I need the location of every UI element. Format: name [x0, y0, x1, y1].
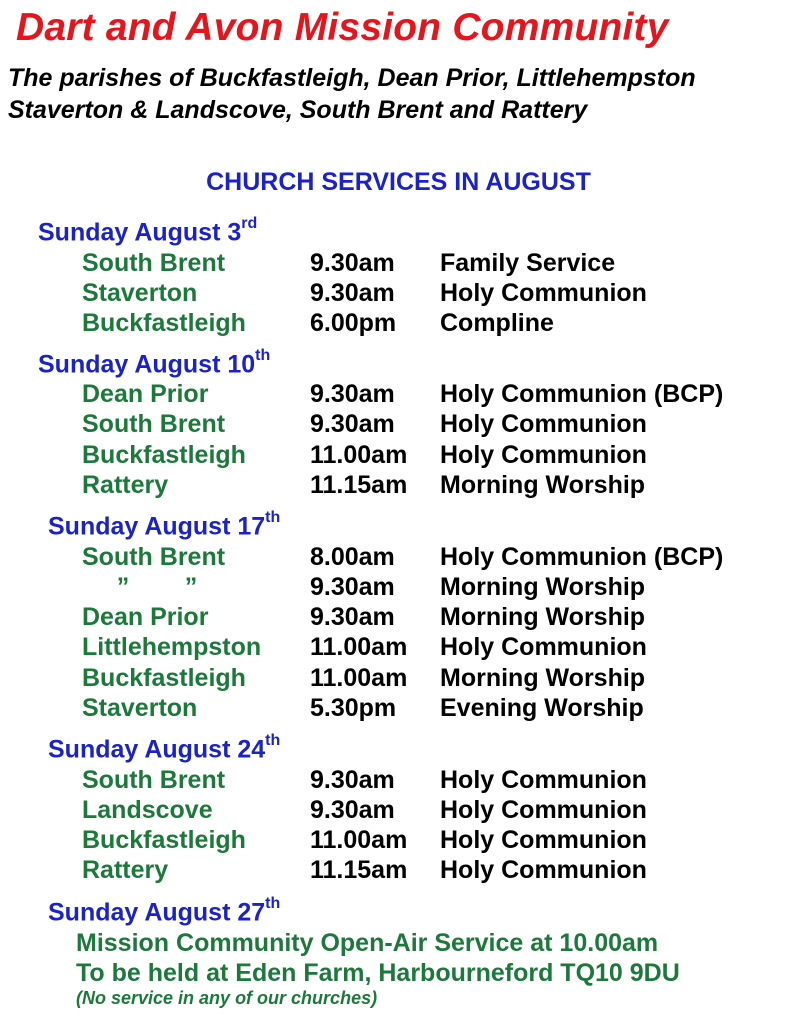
service-place: South Brent	[82, 766, 226, 794]
service-time: 11.15am	[310, 856, 408, 884]
service-place: Buckfastleigh	[82, 441, 246, 469]
service-place-ditto: ” ”	[82, 573, 198, 601]
day-heading-label: Sunday August 27	[48, 898, 266, 927]
service-time: 5.30pm	[310, 694, 397, 722]
service-time: 9.30am	[310, 573, 395, 601]
service-place: Rattery	[82, 856, 169, 884]
service-place: Rattery	[82, 471, 169, 499]
service-time: 6.00pm	[310, 309, 397, 337]
service-row	[0, 694, 797, 724]
service-type: Evening Worship	[440, 694, 644, 722]
day-heading-suffix: th	[265, 509, 281, 526]
service-time: 9.30am	[310, 796, 395, 824]
service-place: Buckfastleigh	[82, 826, 246, 854]
service-row	[0, 603, 797, 633]
open-air-service-note: Mission Community Open-Air Service at 10.00am	[76, 929, 659, 957]
location-note: To be held at Eden Farm, Harbourneford TQ10 9DU	[76, 959, 680, 987]
service-type: Holy Communion	[440, 410, 647, 438]
service-type: Holy Communion	[440, 796, 647, 824]
no-service-note: (No service in any of our churches)	[76, 988, 378, 1008]
day-heading	[38, 347, 271, 379]
service-place: Dean Prior	[82, 603, 209, 631]
service-row	[0, 279, 797, 309]
service-time: 11.00am	[310, 633, 408, 661]
day-heading	[48, 732, 281, 764]
service-row	[0, 441, 797, 471]
service-place: Staverton	[82, 279, 198, 307]
service-time: 11.15am	[310, 471, 408, 499]
service-type: Holy Communion	[440, 766, 647, 794]
section-title: CHURCH SERVICES IN AUGUST	[206, 168, 591, 196]
service-type: Morning Worship	[440, 573, 646, 601]
service-place: Dean Prior	[82, 380, 209, 408]
service-row	[0, 664, 797, 694]
day-heading	[48, 509, 281, 541]
subtitle-line-1: The parishes of Buckfastleigh, Dean Prior, Littlehempston	[8, 64, 696, 92]
service-place: South Brent	[82, 410, 226, 438]
service-type: Morning Worship	[440, 471, 646, 499]
service-time: 11.00am	[310, 664, 408, 692]
service-type: Holy Communion	[440, 633, 647, 661]
service-type: Holy Communion	[440, 279, 647, 307]
page-title: Dart and Avon Mission Community	[16, 6, 669, 49]
service-row	[0, 573, 797, 603]
day-heading-label: Sunday August 3	[38, 218, 242, 247]
service-row	[0, 826, 797, 856]
service-row	[0, 543, 797, 573]
service-time: 9.30am	[310, 279, 395, 307]
service-row	[0, 856, 797, 886]
day-heading	[38, 215, 258, 247]
service-row	[0, 471, 797, 501]
service-time: 9.30am	[310, 410, 395, 438]
day-heading-suffix: th	[255, 347, 271, 364]
service-type: Holy Communion (BCP)	[440, 543, 724, 571]
day-heading-label: Sunday August 24	[48, 735, 266, 764]
service-type: Holy Communion	[440, 441, 647, 469]
service-type: Holy Communion (BCP)	[440, 380, 724, 408]
service-row	[0, 766, 797, 796]
service-place: Buckfastleigh	[82, 309, 246, 337]
service-type: Holy Communion	[440, 856, 647, 884]
day-heading-label: Sunday August 10	[38, 350, 256, 379]
service-row	[0, 309, 797, 339]
service-time: 9.30am	[310, 766, 395, 794]
service-place: South Brent	[82, 543, 226, 571]
service-place: South Brent	[82, 249, 226, 277]
service-time: 9.30am	[310, 603, 395, 631]
day-heading-label: Sunday August 17	[48, 512, 266, 541]
service-type: Morning Worship	[440, 603, 646, 631]
subtitle-line-2: Staverton & Landscove, South Brent and Rattery	[8, 96, 588, 124]
day-heading-suffix: rd	[241, 215, 258, 232]
service-row	[0, 380, 797, 410]
service-row	[0, 796, 797, 826]
service-row	[0, 249, 797, 279]
service-place: Landscove	[82, 796, 213, 824]
service-row	[0, 410, 797, 440]
service-time: 9.30am	[310, 249, 395, 277]
day-heading-suffix: th	[265, 895, 281, 912]
service-place: Buckfastleigh	[82, 664, 246, 692]
service-type: Morning Worship	[440, 664, 646, 692]
day-heading	[48, 895, 281, 927]
service-type: Compline	[440, 309, 554, 337]
service-place: Littlehempston	[82, 633, 262, 661]
service-row	[0, 633, 797, 663]
service-type: Family Service	[440, 249, 616, 277]
service-time: 11.00am	[310, 441, 408, 469]
service-place: Staverton	[82, 694, 198, 722]
service-type: Holy Communion	[440, 826, 647, 854]
service-time: 11.00am	[310, 826, 408, 854]
service-time: 8.00am	[310, 543, 395, 571]
service-time: 9.30am	[310, 380, 395, 408]
day-heading-suffix: th	[265, 732, 281, 749]
